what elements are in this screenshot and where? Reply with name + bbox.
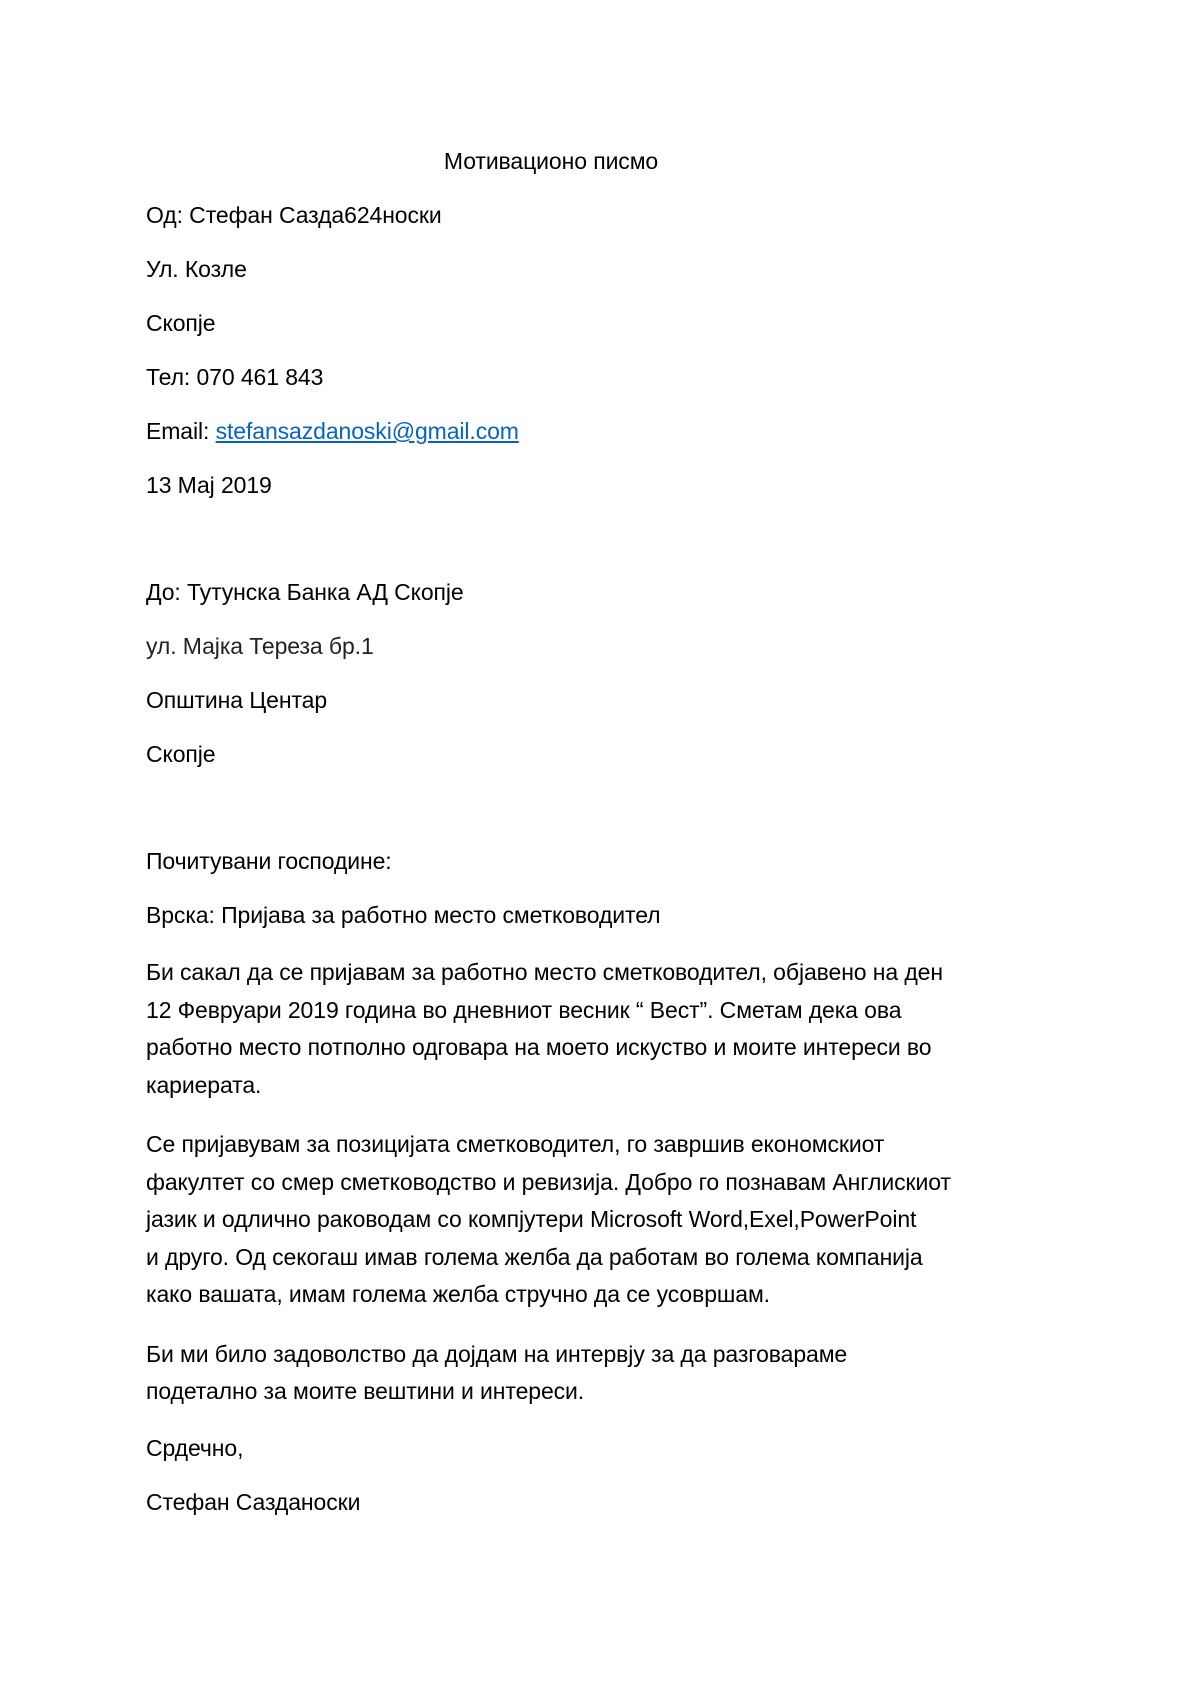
email-label: Email: bbox=[146, 418, 216, 444]
paragraph-line: Би сакал да се пријавам за работно место сметководител, објавено на ден bbox=[146, 959, 943, 985]
sender-phone: Тел: 070 461 843 bbox=[146, 364, 324, 390]
letter-title: Мотивационо писмо bbox=[443, 148, 659, 174]
paragraph-line: Би ми било задоволство да дојдам на интервју за да разговараме bbox=[146, 1340, 848, 1367]
salutation: Почитувани господине: bbox=[146, 848, 392, 874]
paragraph-interview bbox=[146, 1336, 1066, 1411]
recipient-city: Скопје bbox=[146, 741, 216, 767]
spacer bbox=[146, 524, 1066, 577]
paragraph-line: 12 Февруари 2019 година во дневниот весник “ Вест”. Сметам дека ова bbox=[146, 996, 902, 1023]
paragraph-line: Се пријавувам за позицијата сметководител, го завршив економскиот bbox=[146, 1131, 885, 1157]
sender-name: Од: Стефан Сазда624носки bbox=[146, 202, 442, 228]
sender-street: Ул. Козле bbox=[146, 256, 247, 282]
paragraph-line: работно место потполно одговара на моето искуство и моите интереси во bbox=[146, 1034, 932, 1060]
recipient-municipality: Општина Центар bbox=[146, 687, 328, 713]
letter-body bbox=[146, 146, 1066, 1541]
paragraph-line: кариерата. bbox=[146, 1071, 262, 1098]
signature: Стефан Сазданоски bbox=[146, 1488, 361, 1515]
email-link[interactable]: stefansazdanoski@gmail.com bbox=[215, 418, 519, 444]
paragraph-qualifications bbox=[146, 1126, 1066, 1314]
paragraph-line: подетално за моите вештини и интереси. bbox=[146, 1378, 585, 1404]
paragraph-line: факултет со смер сметководство и ревизија. Добро го познавам Англискиот bbox=[146, 1168, 951, 1195]
spacer bbox=[146, 793, 1066, 846]
recipient-street: ул. Мајка Тереза бр.1 bbox=[146, 633, 374, 659]
closing: Срдечно, bbox=[146, 1434, 244, 1461]
sender-city: Скопје bbox=[146, 310, 216, 336]
recipient-name: До: Тутунска Банка АД Скопје bbox=[146, 579, 464, 605]
letter-date: 13 Мај 2019 bbox=[146, 472, 272, 498]
paragraph-intro bbox=[146, 954, 1066, 1104]
subject-line: Врска: Пријава за работно место сметководител bbox=[146, 902, 661, 928]
paragraph-line: како вашата, имам голема желба стручно да се усовршам. bbox=[146, 1281, 770, 1307]
paragraph-line: и друго. Од секогаш имав голема желба да работам во голема компанија bbox=[146, 1243, 923, 1270]
sender-email bbox=[146, 416, 1066, 446]
paragraph-line: јазик и одлично раководам со компјутери Microsoft Word,Exel,PowerPoint bbox=[146, 1206, 917, 1232]
